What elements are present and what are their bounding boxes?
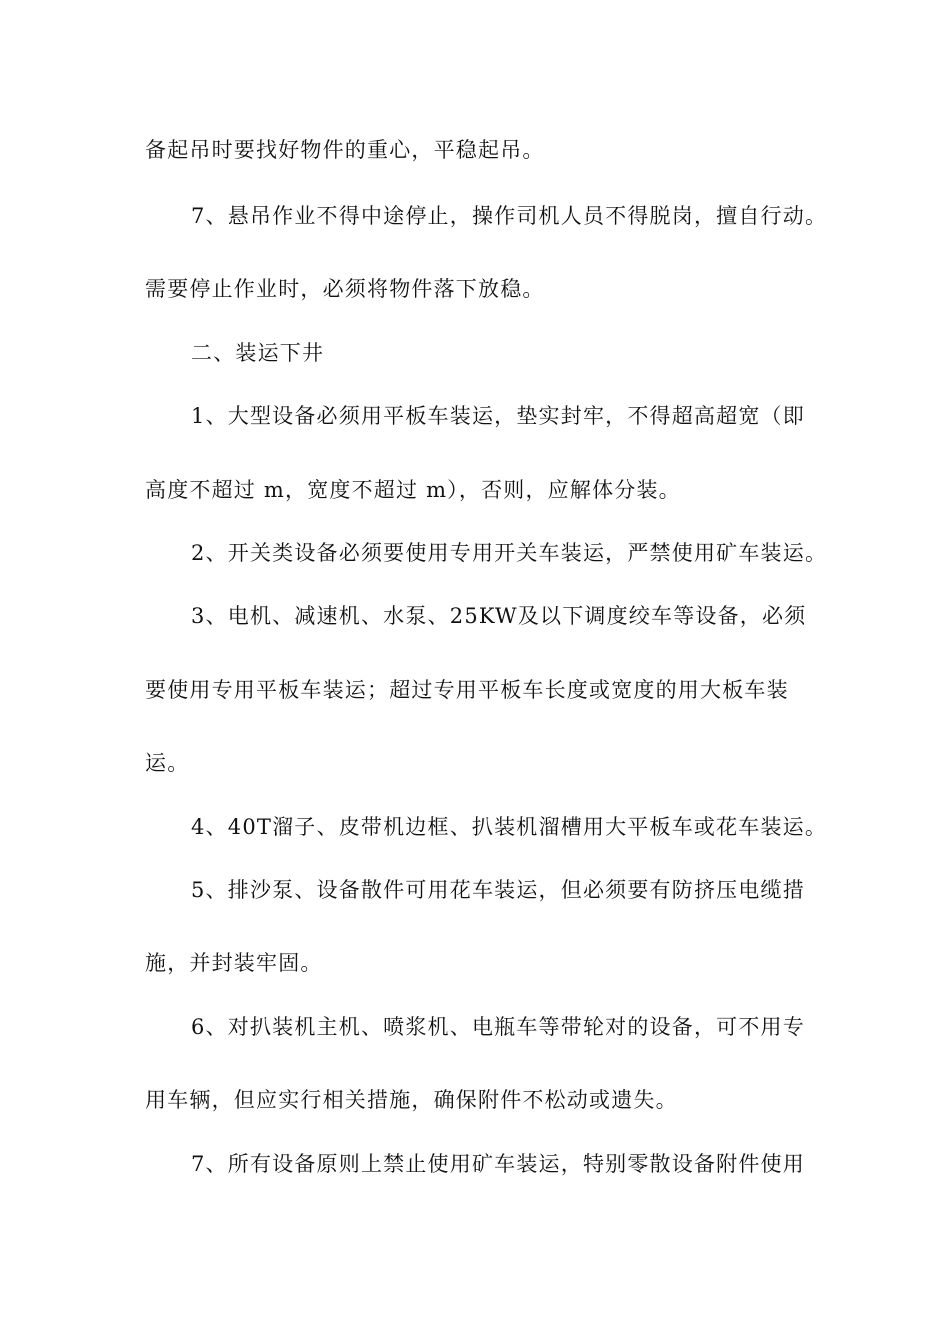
- text-line-10: 运。: [145, 751, 190, 775]
- text-line-16: 7、所有设备原则上禁止使用矿车装运，特别零散设备附件使用: [191, 1152, 805, 1176]
- text-line-3: 需要停止作业时，必须将物件落下放稳。: [145, 277, 545, 301]
- text-line-15: 用车辆，但应实行相关措施，确保附件不松动或遗失。: [145, 1088, 678, 1112]
- text-line-1: 备起吊时要找好物件的重心，平稳起吊。: [145, 138, 545, 162]
- text-line-14: 6、对扒装机主机、喷浆机、电瓶车等带轮对的设备，可不用专: [191, 1015, 805, 1039]
- text-line-5: 1、大型设备必须用平板车装运，垫实封牢，不得超高超宽（即: [191, 404, 805, 428]
- section-heading: 二、装运下井: [191, 341, 325, 365]
- text-line-7: 2、开关类设备必须要使用专用开关车装运，严禁使用矿车装运。: [191, 541, 828, 565]
- text-line-13: 施，并封装牢固。: [145, 951, 323, 975]
- text-line-9: 要使用专用平板车装运；超过专用平板车长度或宽度的用大板车装: [145, 678, 789, 702]
- text-line-6: 高度不超过 m，宽度不超过 m），否则，应解体分装。: [145, 478, 681, 502]
- text-line-12: 5、排沙泵、设备散件可用花车装运，但必须要有防挤压电缆措: [191, 878, 805, 902]
- text-line-8: 3、电机、减速机、水泵、25KW及以下调度绞车等设备，必须: [191, 604, 807, 628]
- text-line-2: 7、悬吊作业不得中途停止，操作司机人员不得脱岗，擅自行动。: [191, 204, 828, 228]
- text-line-11: 4、40T溜子、皮带机边框、扒装机溜槽用大平板车或花车装运。: [191, 815, 828, 839]
